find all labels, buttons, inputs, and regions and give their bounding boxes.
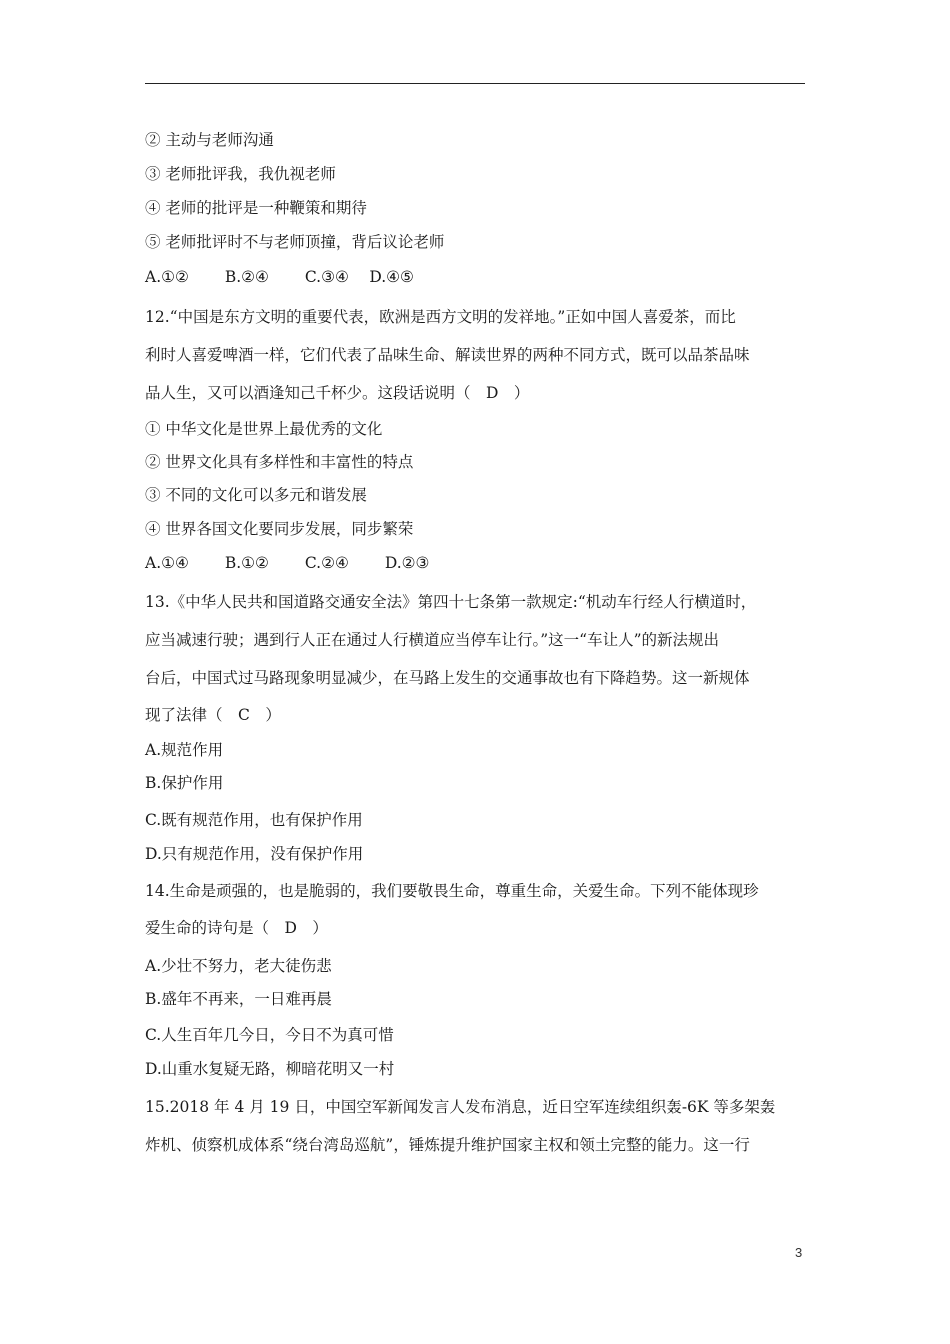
q12-answer-choices: A.①④ B.①② C.②④ D.②③ — [145, 554, 430, 572]
q12-option-4: ④ 世界各国文化要同步发展，同步繁荣 — [145, 520, 414, 538]
q14-option-d: D.山重水复疑无路，柳暗花明又一村 — [145, 1060, 395, 1078]
q11-answer-choices: A.①② B.②④ C.③④ D.④⑤ — [145, 268, 414, 286]
q13-stem-line-2: 应当减速行驶；遇到行人正在通过人行横道应当停车让行。”这一“车让人”的新法规出 — [145, 631, 720, 649]
q14-option-a: A.少壮不努力，老大徒伤悲 — [145, 957, 332, 975]
q13-option-c: C.既有规范作用，也有保护作用 — [145, 811, 363, 829]
q12-option-2: ② 世界文化具有多样性和丰富性的特点 — [145, 453, 414, 471]
q13-option-d: D.只有规范作用，没有保护作用 — [145, 845, 364, 863]
q13-option-a: A.规范作用 — [145, 741, 224, 759]
q11-option-4: ④ 老师的批评是一种鞭策和期待 — [145, 199, 367, 217]
q14-option-c: C.人生百年几今日，今日不为真可惜 — [145, 1026, 394, 1044]
q12-stem-line-3: 品人生，又可以酒逢知己千杯少。这段话说明（ D ） — [145, 384, 530, 402]
q13-option-b: B.保护作用 — [145, 774, 224, 792]
page-number: 3 — [795, 1245, 803, 1260]
q14-stem-line-1: 14.生命是顽强的，也是脆弱的，我们要敬畏生命，尊重生命，关爱生命。下列不能体现珍 — [145, 882, 759, 900]
q13-stem-line-3: 台后，中国式过马路现象明显减少，在马路上发生的交通事故也有下降趋势。这一新规体 — [145, 669, 750, 687]
q15-stem-line-1: 15.2018 年 4 月 19 日，中国空军新闻发言人发布消息，近日空军连续组织轰-6K 等多架轰 — [145, 1098, 776, 1116]
q12-stem-line-1: 12.“中国是东方文明的重要代表，欧洲是西方文明的发祥地。”正如中国人喜爱茶，而比 — [145, 308, 736, 326]
q11-option-2: ② 主动与老师沟通 — [145, 131, 274, 149]
q11-option-3: ③ 老师批评我，我仇视老师 — [145, 165, 336, 183]
q11-option-5: ⑤ 老师批评时不与老师顶撞，背后议论老师 — [145, 233, 445, 251]
q12-option-1: ① 中华文化是世界上最优秀的文化 — [145, 420, 383, 438]
q13-stem-line-1: 13.《中华人民共和国道路交通安全法》第四十七条第一款规定:“机动车行经人行横道时， — [145, 593, 757, 611]
header-rule — [145, 83, 805, 84]
q12-stem-line-2: 利时人喜爱啤酒一样，它们代表了品味生命、解读世界的两种不同方式，既可以品茶品味 — [145, 346, 750, 364]
q14-option-b: B.盛年不再来，一日难再晨 — [145, 990, 332, 1008]
q15-stem-line-2: 炸机、侦察机成体系“绕台湾岛巡航”，锤炼提升维护国家主权和领土完整的能力。这一行 — [145, 1136, 750, 1154]
q13-stem-line-4: 现了法律（ C ） — [145, 706, 281, 724]
q12-option-3: ③ 不同的文化可以多元和谐发展 — [145, 486, 367, 504]
q14-stem-line-2: 爱生命的诗句是（ D ） — [145, 919, 328, 937]
